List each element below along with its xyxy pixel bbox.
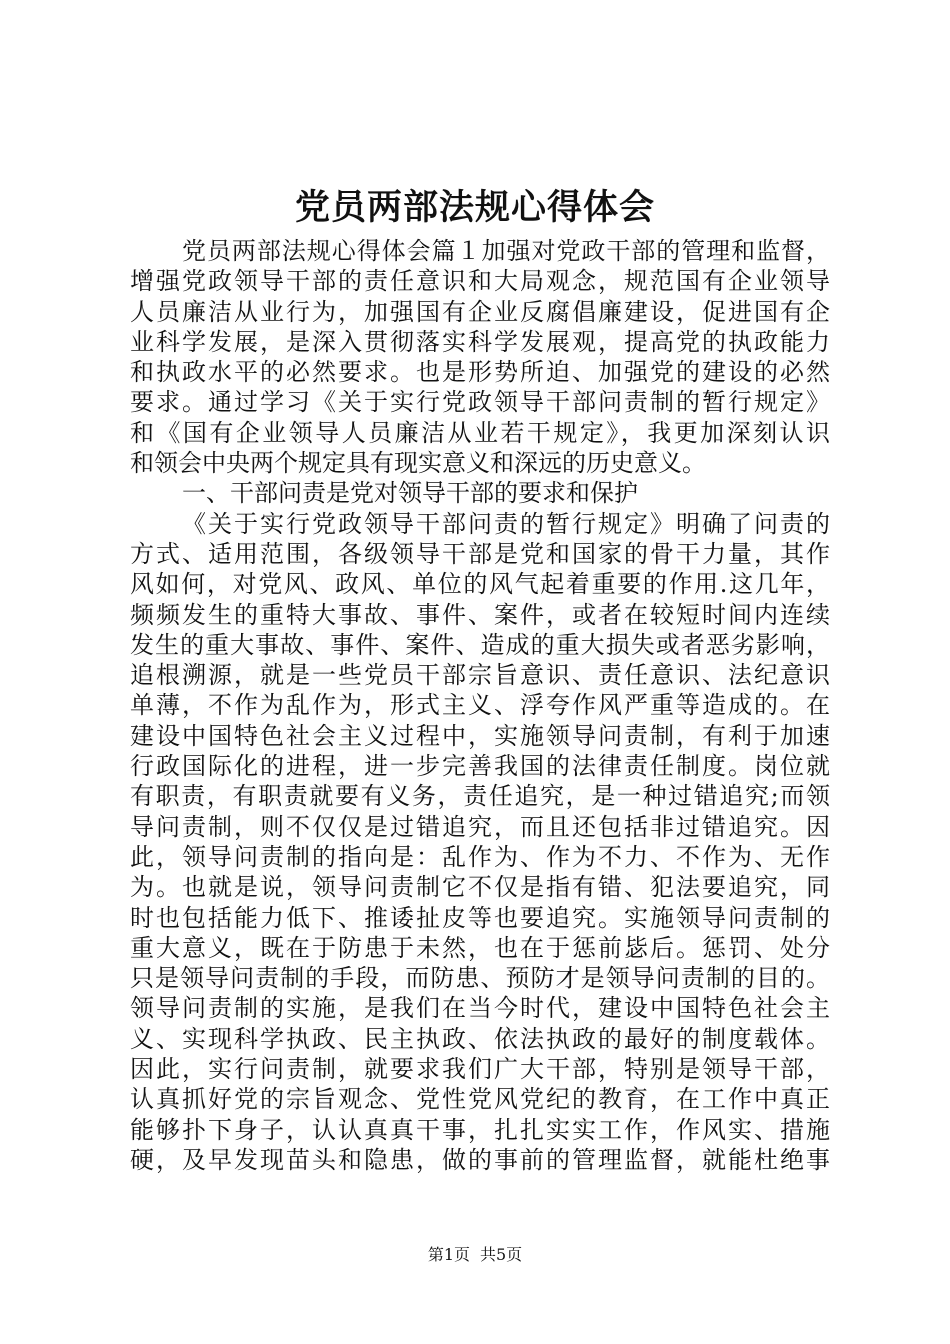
paragraph-1-line-8: 和领会中央两个规定具有现实意义和深远的历史意义。 bbox=[130, 449, 706, 478]
paragraph-2-line-17: 领导问责制的实施，是我们在当今时代，建设中国特色社会主 bbox=[130, 994, 830, 1023]
paragraph-2-line-8: 建设中国特色社会主义过程中，实施领导问责制，有利于加速 bbox=[130, 721, 830, 750]
paragraph-2-line-5: 发生的重大事故、事件、案件、造成的重大损失或者恶劣影响， bbox=[130, 630, 830, 659]
paragraph-2-line-13: 为。也就是说，领导问责制它不仅是指有错、犯法要追究，同 bbox=[130, 873, 830, 902]
paragraph-1-line-2: 增强党政领导干部的责任意识和大局观念，规范国有企业领导 bbox=[130, 267, 830, 296]
page-total: 共5页 bbox=[480, 1245, 523, 1264]
paragraph-2-line-18: 义、实现科学执政、民主执政、依法执政的最好的制度载体。 bbox=[130, 1024, 830, 1053]
paragraph-2-line-2: 方式、适用范围，各级领导干部是党和国家的骨干力量，其作 bbox=[130, 539, 830, 568]
paragraph-2-line-11: 导问责制，则不仅仅是过错追究，而且还包括非过错追究。因 bbox=[130, 812, 830, 841]
paragraph-1-line-4: 业科学发展，是深入贯彻落实科学发展观，提高党的执政能力 bbox=[130, 327, 830, 356]
paragraph-2-line-19: 因此，实行问责制，就要求我们广大干部，特别是领导干部， bbox=[130, 1055, 830, 1084]
page-footer bbox=[0, 1243, 950, 1267]
document-title: 党员两部法规心得体会 bbox=[294, 187, 655, 228]
paragraph-1-line-7: 和《国有企业领导人员廉洁从业若干规定》，我更加深刻认识 bbox=[130, 418, 830, 447]
paragraph-2-line-10: 有职责，有职责就要有义务，责任追究，是一种过错追究;而领 bbox=[130, 782, 830, 811]
paragraph-2-line-16: 只是领导问责制的手段，而防患、预防才是领导问责制的目的。 bbox=[130, 964, 830, 993]
paragraph-2-line-6: 追根溯源，就是一些党员干部宗旨意识、责任意识、法纪意识 bbox=[130, 661, 830, 690]
paragraph-2-line-22: 硬，及早发现苗头和隐患，做的事前的管理监督，就能杜绝事 bbox=[130, 1145, 830, 1174]
paragraph-1-line-1: 党员两部法规心得体会篇１加强对党政干部的管理和监督， bbox=[182, 237, 830, 265]
paragraph-2-line-4: 频频发生的重特大事故、事件、案件，或者在较短时间内连续 bbox=[130, 600, 830, 629]
paragraph-1-line-6: 要求。通过学习《关于实行党政领导干部问责制的暂行规定》 bbox=[130, 388, 830, 417]
paragraph-2-line-9: 行政国际化的进程，进一步完善我国的法律责任制度。岗位就 bbox=[130, 752, 830, 781]
paragraph-2-line-12: 此，领导问责制的指向是：乱作为、作为不力、不作为、无作 bbox=[130, 842, 830, 871]
paragraph-2-line-14: 时也包括能力低下、推诿扯皮等也要追究。实施领导问责制的 bbox=[130, 903, 830, 932]
paragraph-1-line-5: 和执政水平的必然要求。也是形势所迫、加强党的建设的必然 bbox=[130, 358, 830, 387]
paragraph-2-line-1: 《关于实行党政领导干部问责的暂行规定》明确了问责的 bbox=[182, 509, 830, 538]
section-heading-1: 一、干部问责是党对领导干部的要求和保护 bbox=[182, 479, 638, 508]
paragraph-2-line-21: 能够扑下身子，认认真真干事，扎扎实实工作，作风实、措施 bbox=[130, 1115, 830, 1144]
page-number: 第1页 bbox=[427, 1245, 470, 1264]
paragraph-2-line-3: 风如何，对党风、政风、单位的风气起着重要的作用.这几年， bbox=[130, 570, 830, 599]
paragraph-2-line-15: 重大意义，既在于防患于未然，也在于惩前毖后。惩罚、处分 bbox=[130, 933, 830, 962]
paragraph-1-line-3: 人员廉洁从业行为，加强国有企业反腐倡廉建设，促进国有企 bbox=[130, 297, 830, 326]
paragraph-2-line-20: 认真抓好党的宗旨观念、党性党风党纪的教育，在工作中真正 bbox=[130, 1085, 830, 1114]
paragraph-2-line-7: 单薄，不作为乱作为，形式主义、浮夸作风严重等造成的。在 bbox=[130, 691, 830, 720]
document-body bbox=[130, 236, 830, 1175]
